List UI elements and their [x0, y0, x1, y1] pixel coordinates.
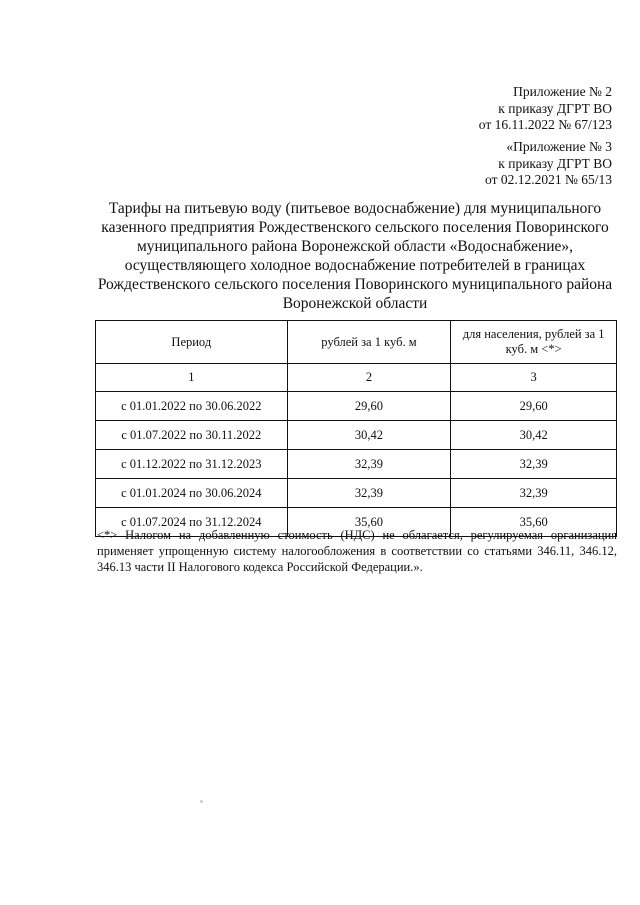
rate-cell: 32,39	[287, 450, 451, 479]
rate-cell: 30,42	[287, 421, 451, 450]
table-index-row	[96, 364, 617, 392]
tariff-table	[95, 320, 617, 537]
header-population-rate: для населения, рублей за 1 куб. м <*>	[451, 321, 617, 364]
appendix-current-block	[479, 84, 612, 134]
population-rate-cell: 32,39	[451, 479, 617, 508]
population-rate-cell: 29,60	[451, 392, 617, 421]
table-row	[96, 450, 617, 479]
table-row	[96, 392, 617, 421]
appendix-number: «Приложение № 3	[506, 139, 612, 154]
period-cell: с 01.07.2024 по 31.12.2024	[96, 508, 288, 537]
table-row	[96, 421, 617, 450]
appendix-order-ref: к приказу ДГРТ ВО	[498, 100, 612, 116]
index-cell: 1	[96, 364, 288, 392]
header-rate: рублей за 1 куб. м	[287, 321, 451, 364]
scan-speck	[200, 800, 203, 803]
appendix-number: Приложение № 2	[513, 84, 612, 99]
index-cell: 3	[451, 364, 617, 392]
document-title: Тарифы на питьевую воду (питьевое водоснабжение) для муниципального казенного предприятия Рождественского сельского поселения Поворинского муниципального района Воронежской области «Водоснабжение», осуществляющего холодное водоснабжение потребителей в границах Рождественского сельского поселения Поворинского муниципального района Воронежской области	[97, 200, 613, 312]
appendix-order-date: от 16.11.2022 № 67/123	[478, 117, 612, 132]
period-cell: с 01.12.2022 по 31.12.2023	[96, 450, 288, 479]
footnote: <*> Налогом на добавленную стоимость (НДС) не облагается, регулируемая организация применяет упрощенную систему налогообложения в соответствии со статьями 346.11, 346.12, 346.13 части II Налогового кодекса Российской Федерации.».	[97, 528, 617, 574]
rate-cell: 32,39	[287, 479, 451, 508]
appendix-order-date: от 02.12.2021 № 65/13	[485, 172, 612, 187]
period-cell: с 01.07.2022 по 30.11.2022	[96, 421, 288, 450]
table-row	[96, 479, 617, 508]
population-rate-cell: 30,42	[451, 421, 617, 450]
rate-cell: 35,60	[287, 508, 451, 537]
index-cell: 2	[287, 364, 451, 392]
population-rate-cell: 32,39	[451, 450, 617, 479]
period-cell: с 01.01.2022 по 30.06.2022	[96, 392, 288, 421]
rate-cell: 29,60	[287, 392, 451, 421]
population-rate-cell: 35,60	[451, 508, 617, 537]
appendix-order-ref: к приказу ДГРТ ВО	[498, 155, 612, 171]
period-cell: с 01.01.2024 по 30.06.2024	[96, 479, 288, 508]
header-period: Период	[96, 321, 288, 364]
table-header-row	[96, 321, 617, 364]
appendix-previous-block	[485, 139, 612, 189]
